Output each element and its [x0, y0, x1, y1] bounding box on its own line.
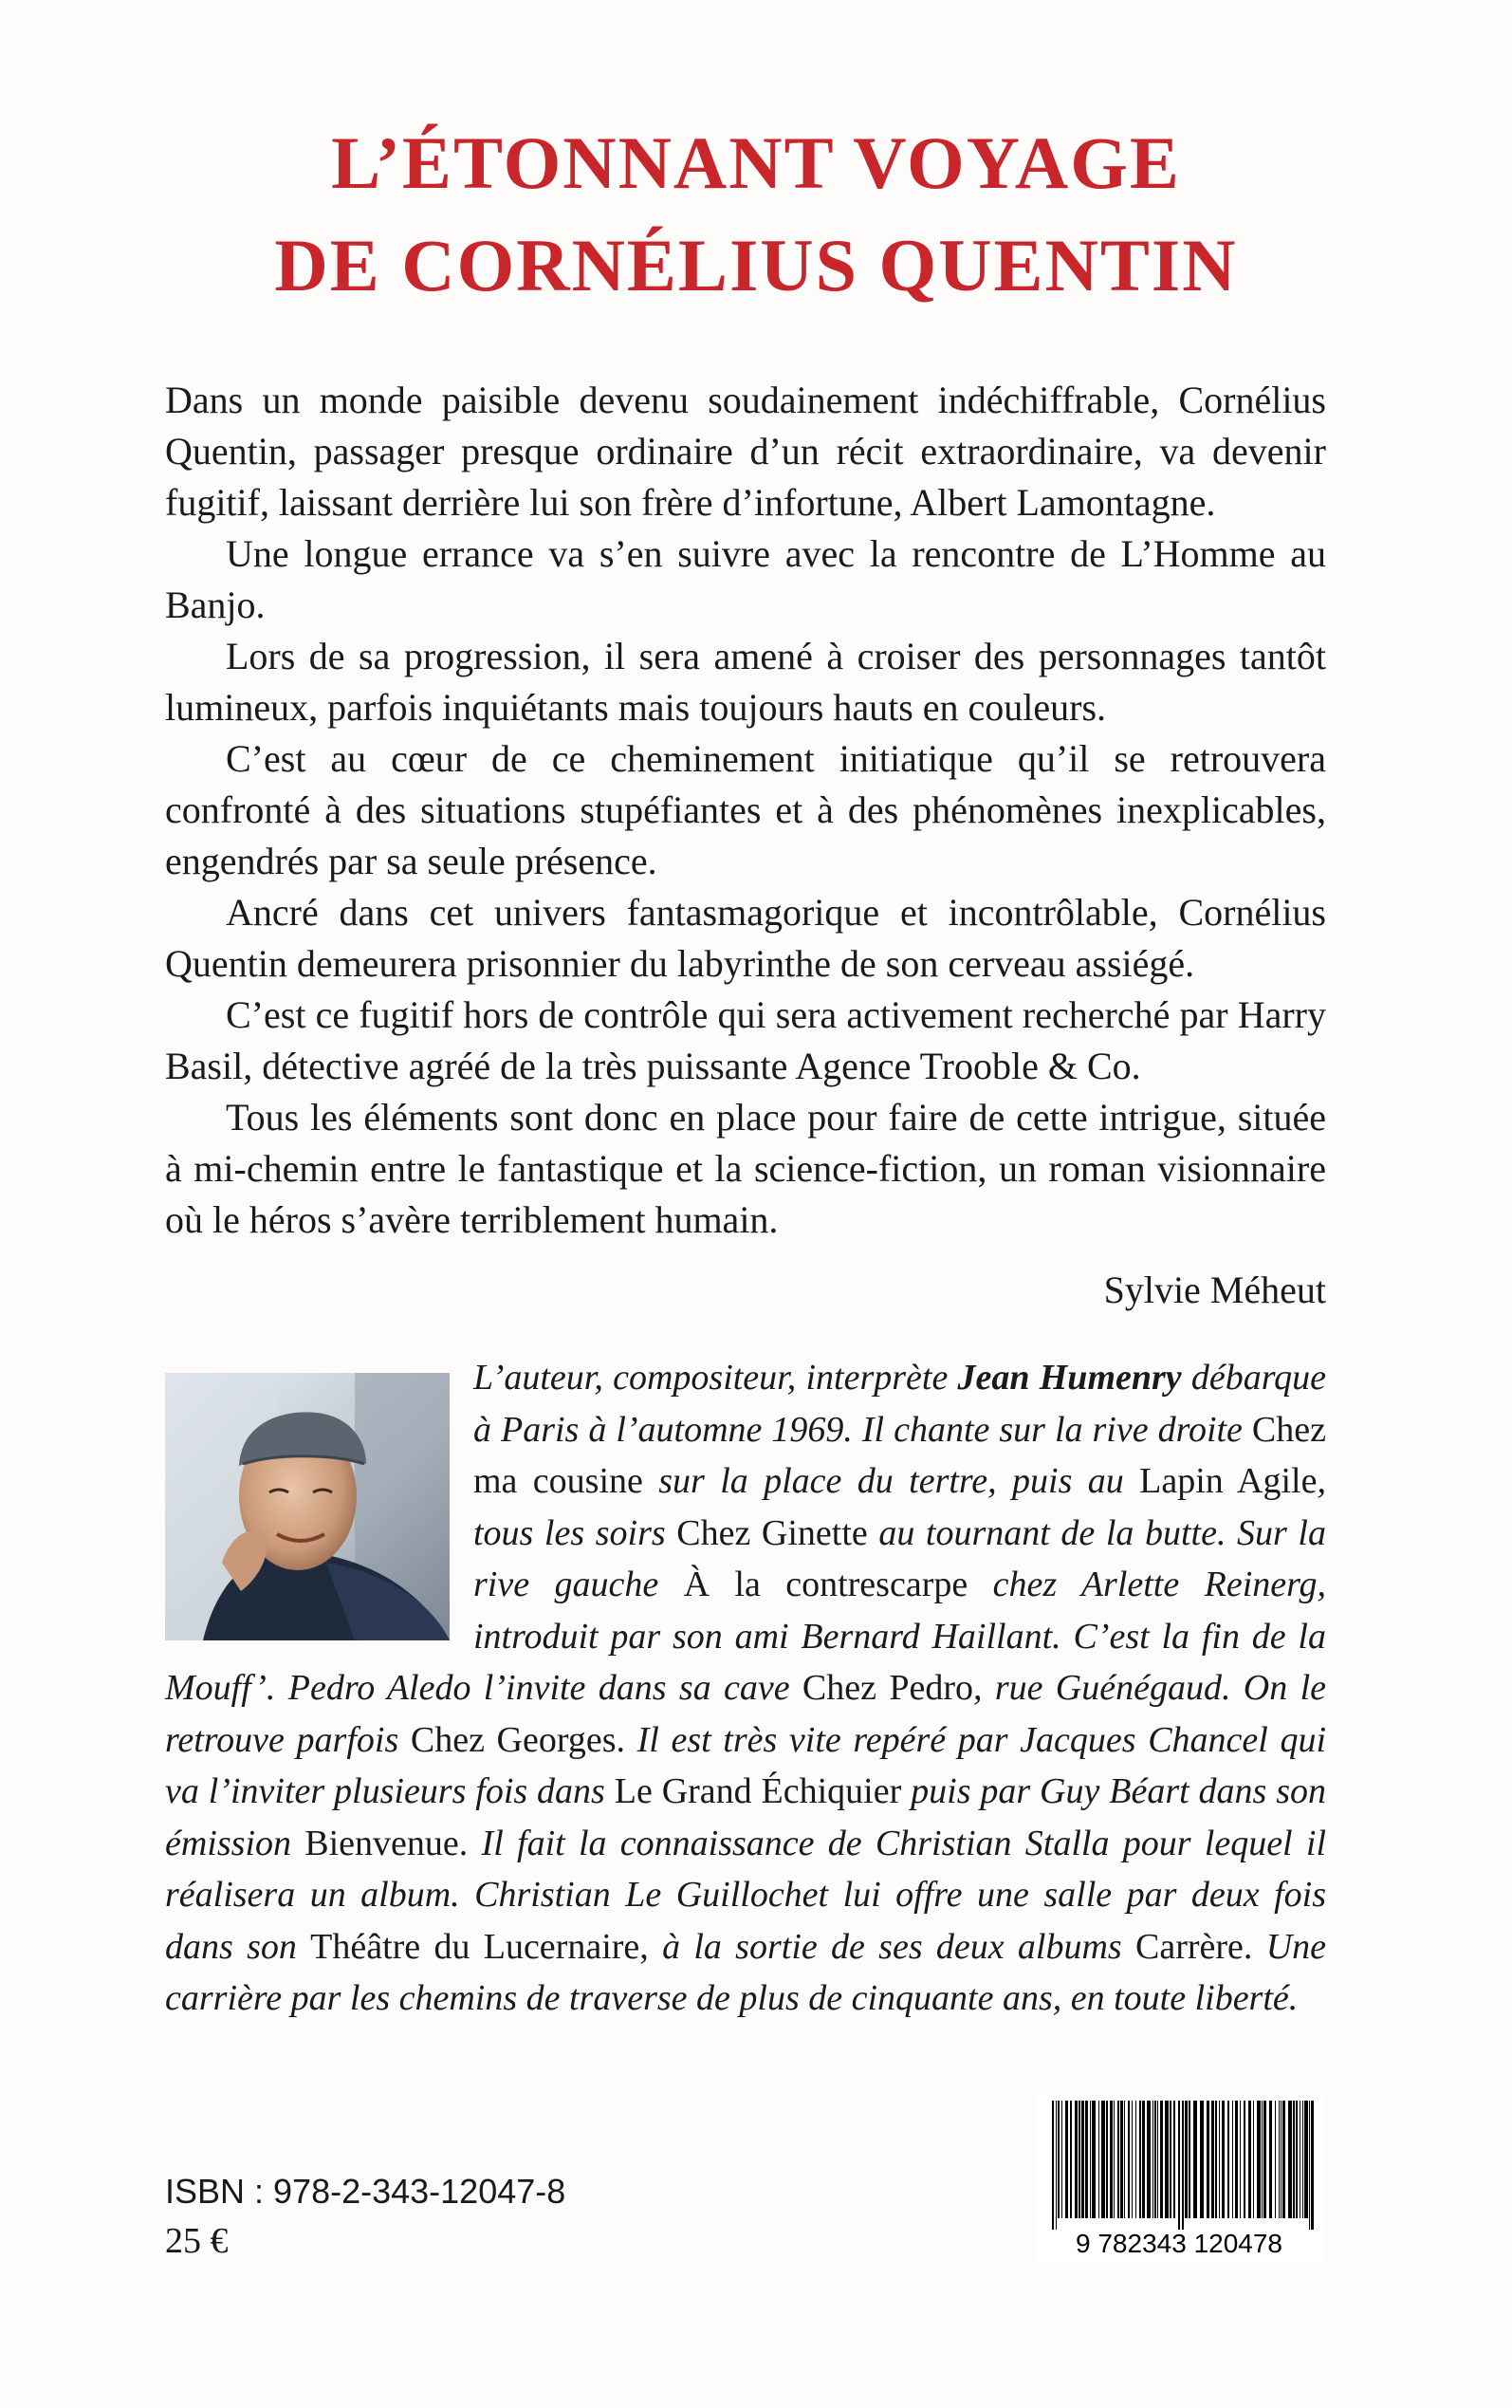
- biography-segment: au tournant de la butte. Sur la rive gauche: [473, 1512, 1326, 1604]
- barcode-bar: [1193, 2101, 1197, 2218]
- barcode-bar: [1135, 2101, 1136, 2218]
- barcode-bar: [1200, 2101, 1204, 2218]
- biography-segment: Bienvenue.: [304, 1823, 469, 1863]
- barcode-bar: [1281, 2101, 1282, 2218]
- book-title: [0, 112, 1512, 317]
- barcode-bar: [1207, 2101, 1209, 2218]
- barcode-bar: [1058, 2101, 1060, 2218]
- barcode-bar: [1173, 2101, 1175, 2218]
- barcode-bar: [1147, 2101, 1151, 2218]
- barcode-bar: [1142, 2101, 1145, 2218]
- barcode-bar: [1288, 2101, 1292, 2218]
- barcode-bar: [1185, 2101, 1188, 2218]
- biography-segment: , tous les soirs: [473, 1461, 1326, 1553]
- barcode-bar: [1110, 2101, 1113, 2218]
- biography-segment: Théâtre du Lucernaire,: [310, 1926, 649, 1967]
- barcode-bar: [1269, 2101, 1272, 2218]
- barcode-bar: [1178, 2101, 1180, 2230]
- barcode-bar: [1124, 2101, 1125, 2218]
- biography-segment: À la contrescarpe: [683, 1565, 968, 1604]
- barcode-bar: [1182, 2101, 1184, 2230]
- barcode-bar: [1215, 2101, 1217, 2218]
- barcode-bar: [1189, 2101, 1190, 2218]
- biography-segment: Chez Georges.: [410, 1719, 625, 1760]
- biography-segment: L’auteur, compositeur, interprète: [473, 1358, 958, 1398]
- barcode-bar: [1244, 2101, 1245, 2218]
- barcode-bar: [1222, 2101, 1225, 2218]
- barcode-bar: [1257, 2101, 1261, 2218]
- biography-segment: Chez Ginette: [676, 1512, 868, 1553]
- barcode-bar: [1311, 2101, 1314, 2230]
- summary-paragraph: Lors de sa progression, il sera amené à croiser des personnages tantôt lumineux, parfois inquiétants mais toujours hauts en couleurs.: [165, 635, 1326, 729]
- barcode-bar: [1279, 2101, 1280, 2218]
- barcode-bar: [1056, 2101, 1057, 2230]
- barcode-bar: [1296, 2101, 1298, 2218]
- biography-segment: , rue Guénégaud. On le retrouve parfois: [165, 1668, 1326, 1760]
- biography-segment: Lapin Agile: [1139, 1461, 1318, 1501]
- barcode-bar: [1165, 2101, 1169, 2218]
- barcode-bar: [1114, 2101, 1115, 2218]
- barcode-bar: [1070, 2101, 1072, 2218]
- barcode-bar: [1302, 2101, 1303, 2218]
- barcode-bar: [1052, 2101, 1054, 2230]
- barcode-bar: [1160, 2101, 1163, 2218]
- summary-paragraph: Tous les éléments sont donc en place pour faire de cette intrigue, située à mi-chemin entre le fantastique et la science-fiction, un roman visionnaire où le héros s’avère terriblement humain.: [165, 1096, 1326, 1241]
- barcode-bar: [1263, 2101, 1266, 2218]
- summary-signature: Sylvie Méheut: [1103, 1269, 1326, 1311]
- barcode-bar: [1061, 2101, 1062, 2218]
- barcode-bar: [1098, 2101, 1099, 2218]
- barcode-bar: [1240, 2101, 1241, 2218]
- barcode-bar: [1253, 2101, 1254, 2218]
- biography-segment: Une carrière par les chemins de traverse de plus de cinquante ans, en toute liberté.: [165, 1926, 1326, 2018]
- title-line-2: DE CORNÉLIUS QUENTIN: [274, 224, 1238, 306]
- barcode-bar: [1235, 2101, 1238, 2218]
- barcode-bar: [1079, 2101, 1080, 2218]
- biography-segment: Il fait la connaissance de Christian Stalla pour lequel il réalisera un album. Christian Le Guillochet lui offre une salle par deux fois dans son: [165, 1823, 1326, 1967]
- barcode-bar: [1282, 2101, 1285, 2218]
- barcode-bar: [1309, 2101, 1310, 2230]
- title-line-1: L’ÉTONNANT VOYAGE: [331, 121, 1181, 204]
- biography-segment: Chez ma cousine: [473, 1409, 1326, 1501]
- barcode-bar: [1157, 2101, 1158, 2218]
- barcode-bar: [1211, 2101, 1214, 2218]
- author-name: Jean Humenry: [957, 1358, 1182, 1398]
- barcode-bar: [1090, 2101, 1091, 2218]
- barcode-bar: [1106, 2101, 1108, 2218]
- barcode-digits: 9 782343 120478: [1076, 2229, 1282, 2258]
- barcode-bar: [1152, 2101, 1153, 2218]
- barcode-bar: [1275, 2101, 1276, 2218]
- biography-segment: Le Grand Échiquier: [614, 1771, 902, 1811]
- barcode-bar: [1120, 2101, 1123, 2218]
- book-summary: [165, 375, 1326, 1246]
- isbn-number: ISBN : 978-2-343-12047-8: [165, 2172, 566, 2211]
- barcode-bar: [1219, 2101, 1220, 2218]
- barcode-bar: [1248, 2101, 1251, 2218]
- summary-paragraph: Une longue errance va s’en suivre avec la rencontre de L’Homme au Banjo.: [165, 532, 1326, 626]
- barcode-bar: [1132, 2101, 1133, 2218]
- barcode-bar: [1085, 2101, 1088, 2218]
- summary-paragraph: C’est au cœur de ce cheminement initiatique qu’il se retrouvera confronté à des situations stupéfiantes et à des phénomènes inexplicables, engendrés par sa seule présence.: [165, 737, 1326, 882]
- barcode-bar: [1117, 2101, 1119, 2218]
- biography-segment: débarque à Paris à l’automne 1969. Il chante sur la rive droite: [473, 1358, 1326, 1450]
- biography-segment: chez Arlette Reinerg, introduit par son ami Bernard Haillant. C’est la fin de la Mouff’. Pedro Aledo l’invite dans sa cave: [165, 1565, 1326, 1708]
- summary-paragraph: Ancré dans cet univers fantasmagorique et incontrôlable, Cornélius Quentin demeurera prisonnier du labyrinthe de son cerveau assiégé.: [165, 891, 1326, 985]
- barcode-bar: [1262, 2101, 1263, 2218]
- biography-segment: à la sortie de ses deux albums: [648, 1926, 1135, 1967]
- barcode-bar: [1092, 2101, 1096, 2218]
- barcode-bar: [1101, 2101, 1105, 2218]
- barcode-bar: [1232, 2101, 1233, 2218]
- author-biography: [165, 1352, 1326, 2025]
- barcode-bar: [1154, 2101, 1156, 2218]
- barcode-bar: [1075, 2101, 1078, 2218]
- barcode-bar: [1128, 2101, 1130, 2218]
- barcode-bar: [1081, 2101, 1084, 2218]
- biography-segment: Il est très vite repéré par Jacques Chancel qui va l’inviter plusieurs fois dans: [165, 1719, 1327, 1811]
- biography-segment: puis par Guy Béart dans son émission: [165, 1771, 1327, 1863]
- biography-segment: Chez Pedro: [802, 1668, 973, 1708]
- summary-paragraph: C’est ce fugitif hors de contrôle qui sera activement recherché par Harry Basil, détective agréé de la très puissante Agence Trooble & Co.: [165, 993, 1326, 1087]
- barcode-bar: [1293, 2101, 1295, 2218]
- barcode-bar: [1139, 2101, 1141, 2218]
- summary-paragraph: Dans un monde paisible devenu soudainement indéchiffrable, Cornélius Quentin, passager presque ordinaire d’un récit extraordinaire, va devenir fugitif, laissant derrière lui son frère d’infortune, Albert Lamontagne.: [165, 379, 1326, 524]
- barcode-bar: [1227, 2101, 1229, 2218]
- barcode-bar: [1170, 2101, 1171, 2218]
- price: 25 €: [165, 2221, 229, 2261]
- biography-segment: sur la place du tertre, puis au: [642, 1461, 1140, 1501]
- barcode-bar: [1304, 2101, 1308, 2218]
- isbn-barcode: [1035, 2095, 1324, 2261]
- barcode-bar: [1065, 2101, 1068, 2218]
- biography-segment: Carrère.: [1134, 1926, 1253, 1967]
